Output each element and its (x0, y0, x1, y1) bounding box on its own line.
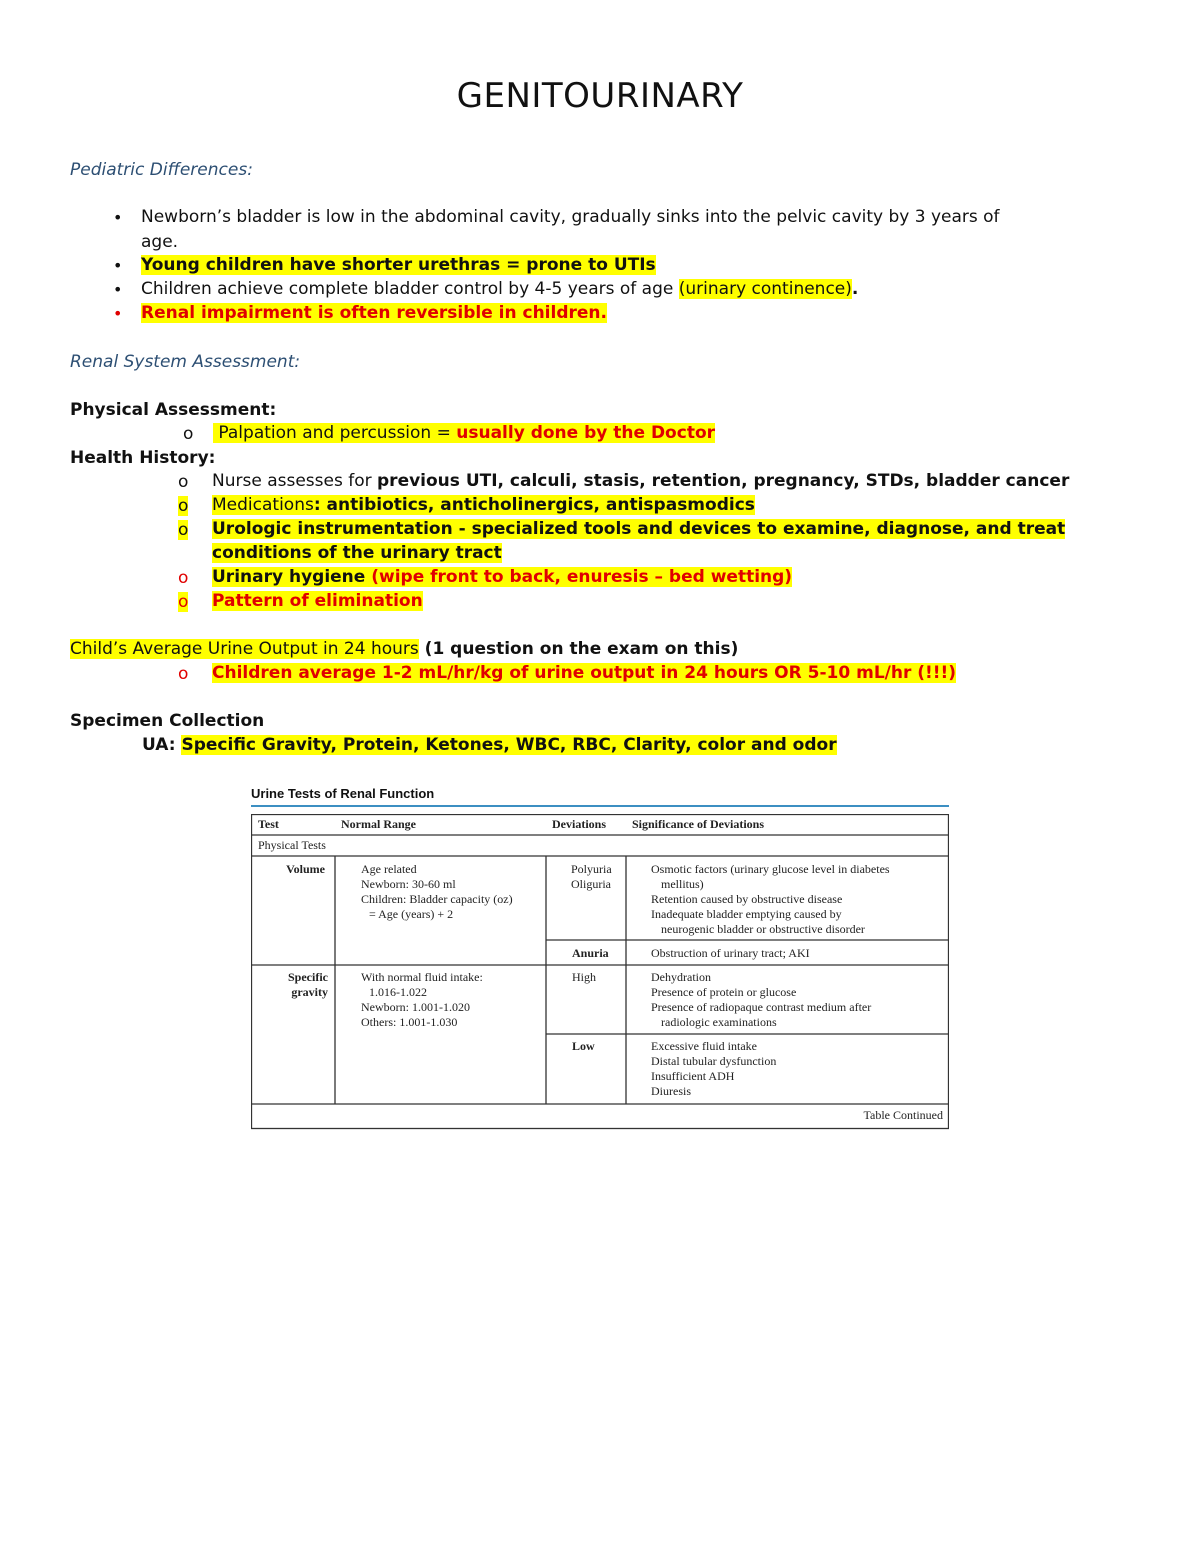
deviation-oliguria: Oliguria (571, 877, 611, 891)
page-title: GENITOURINARY (456, 76, 744, 116)
bullet-icon: • (113, 208, 123, 227)
sg-range-2: 1.016-1.022 (369, 985, 427, 999)
physical-assessment-label: Physical Assessment: (70, 400, 277, 420)
low-sig-4: Diuresis (651, 1084, 691, 1098)
header-deviations: Deviations (552, 817, 606, 831)
ua-item: UA: Specific Gravity, Protein, Ketones, WBC, RBC, Clarity, color and odor (142, 735, 837, 755)
circle-bullet-icon: o (178, 520, 189, 540)
bullet-icon: • (113, 304, 123, 323)
urine-output-heading: Child’s Average Urine Output in 24 hours (1 question on the exam on this) (70, 639, 739, 659)
volume-range-1: Age related (361, 862, 417, 876)
bullet-icon: • (113, 256, 123, 275)
circle-bullet-icon: o (178, 568, 189, 588)
volume-range-4: = Age (years) + 2 (369, 907, 454, 921)
deviation-polyuria: Polyuria (571, 862, 612, 876)
test-volume: Volume (286, 862, 325, 876)
low-sig-1: Excessive fluid intake (651, 1039, 757, 1053)
table-continued: Table Continued (863, 1108, 943, 1122)
renal-heading: Renal System Assessment: (70, 352, 301, 372)
palpation-item: Palpation and percussion = usually done by the Doctor (213, 423, 715, 443)
pediatric-item-1-line-1: Newborn’s bladder is low in the abdominal cavity, gradually sinks into the pelvic cavity by 3 years of (141, 207, 1000, 227)
circle-bullet-icon: o (178, 664, 189, 684)
section-physical-tests: Physical Tests (258, 838, 326, 852)
bullet-icon: • (113, 280, 123, 299)
pediatric-item-4: Renal impairment is often reversible in children. (141, 303, 607, 323)
volume-range-3: Children: Bladder capacity (oz) (361, 892, 513, 906)
deviation-high: High (572, 970, 596, 984)
high-sig-4: radiologic examinations (661, 1015, 777, 1029)
deviation-anuria: Anuria (572, 946, 609, 960)
history-item-1: Nurse assesses for previous UTI, calculi, stasis, retention, pregnancy, STDs, bladder cancer (212, 471, 1070, 491)
specimen-heading: Specimen Collection (70, 711, 265, 731)
sg-range-4: Others: 1.001-1.030 (361, 1015, 458, 1029)
pediatric-heading: Pediatric Differences: (70, 160, 253, 180)
high-sig-3: Presence of radiopaque contrast medium after (651, 1000, 872, 1014)
high-sig-1: Dehydration (651, 970, 711, 984)
circle-bullet-icon: o (178, 472, 189, 492)
low-sig-3: Insufficient ADH (651, 1069, 735, 1083)
pediatric-item-1-line-2: age. (141, 232, 179, 252)
volume-sig-2: mellitus) (661, 877, 704, 891)
low-sig-2: Distal tubular dysfunction (651, 1054, 777, 1068)
test-specific: Specific (288, 970, 328, 984)
volume-sig-1: Osmotic factors (urinary glucose level in diabetes (651, 862, 890, 876)
volume-sig-4: Inadequate bladder emptying caused by (651, 907, 842, 921)
table-title-rule (251, 805, 949, 807)
history-item-2: Medications: antibiotics, anticholinergics, antispasmodics (212, 495, 755, 515)
anuria-sig: Obstruction of urinary tract; AKI (651, 946, 810, 960)
circle-bullet-icon: o (178, 592, 189, 612)
history-item-3-line-1: Urologic instrumentation - specialized tools and devices to examine, diagnose, and treat (212, 519, 1066, 539)
test-gravity: gravity (291, 985, 328, 999)
volume-sig-5: neurogenic bladder or obstructive disorder (661, 922, 865, 936)
table-title: Urine Tests of Renal Function (251, 786, 435, 801)
history-item-3-line-2: conditions of the urinary tract (212, 543, 502, 563)
history-item-4: Urinary hygiene (wipe front to back, enuresis – bed wetting) (212, 567, 793, 587)
volume-sig-3: Retention caused by obstructive disease (651, 892, 843, 906)
pediatric-item-2: Young children have shorter urethras = prone to UTIs (141, 255, 656, 275)
urine-tests-table (251, 814, 949, 1134)
urine-tests-table-svg (251, 814, 949, 1130)
deviation-low: Low (572, 1039, 595, 1053)
high-sig-2: Presence of protein or glucose (651, 985, 797, 999)
circle-bullet-icon: o (183, 424, 194, 444)
health-history-label: Health History: (70, 448, 216, 468)
circle-bullet-icon: o (178, 496, 189, 516)
sg-range-3: Newborn: 1.001-1.020 (361, 1000, 470, 1014)
header-test: Test (258, 817, 279, 831)
header-significance: Significance of Deviations (632, 817, 764, 831)
volume-range-2: Newborn: 30-60 ml (361, 877, 456, 891)
header-normal-range: Normal Range (341, 817, 416, 831)
sg-range-1: With normal fluid intake: (361, 970, 483, 984)
history-item-5: Pattern of elimination (212, 591, 423, 611)
pediatric-item-3: Children achieve complete bladder control by 4-5 years of age (urinary continence). (141, 279, 859, 299)
urine-output-item: Children average 1-2 mL/hr/kg of urine output in 24 hours OR 5-10 mL/hr (!!!) (212, 663, 957, 683)
